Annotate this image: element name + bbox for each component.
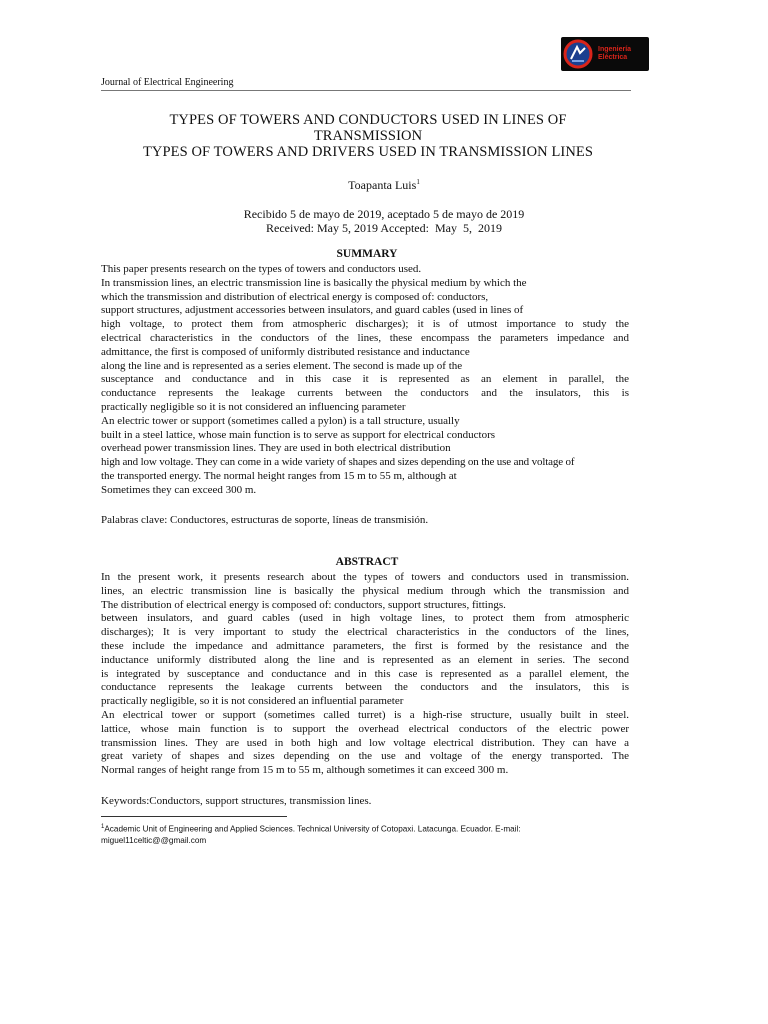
summary-line: high voltage, to protect them from atmospheric discharges); it is of utmost importance to study the bbox=[101, 318, 629, 331]
title-line: TYPES OF TOWERS AND CONDUCTORS USED IN LINES OF bbox=[169, 112, 567, 128]
abstract-line: these include the impedance and admittance parameters, the first is formed by the resistance and the bbox=[101, 639, 629, 652]
journal-logo bbox=[561, 37, 649, 71]
summary-line: along the line and is represented as a series element. The second is made up of the bbox=[101, 359, 463, 372]
logo-emblem-icon bbox=[561, 37, 595, 71]
footnote-email: miguel11celtic@@gmail.com bbox=[101, 836, 207, 846]
received-line: Received: May 5, 2019 Accepted: May 5, 2019 bbox=[266, 221, 502, 235]
summary-line: high and low voltage. They can come in a wide variety of shapes and sizes depending on the use and voltage of bbox=[101, 456, 575, 469]
received-dates bbox=[0, 207, 768, 235]
palabras-clave: Palabras clave: Conductores, estructuras de soporte, líneas de transmisión. bbox=[101, 514, 429, 526]
summary-line: This paper presents research on the types of towers and conductors used. bbox=[101, 263, 422, 275]
title-line: TRANSMISSION bbox=[313, 128, 423, 144]
footnote-rule bbox=[101, 816, 287, 817]
title-line: TYPES OF TOWERS AND DRIVERS USED IN TRANSMISSION LINES bbox=[142, 144, 594, 160]
abstract-line: conductance represents the leakage currents between the conductors and the insulators, this is bbox=[101, 681, 629, 694]
summary-line: built in a steel lattice, whose main function is to serve as support for electrical conductors bbox=[101, 428, 496, 441]
summary-line: support structures, adjustment accessories between insulators, and guard cables (used in lines of bbox=[101, 304, 524, 317]
summary-line: electrical characteristics in the conductors of the lines, these encompass the parameters impedance and bbox=[101, 331, 629, 344]
header-rule bbox=[101, 90, 631, 91]
author-footnote-mark: 1 bbox=[416, 178, 420, 186]
keywords: Keywords:Conductors, support structures, transmission lines. bbox=[101, 795, 372, 807]
abstract-line: great variety of shapes and sizes depending on the use and voltage of the energy transported. The bbox=[101, 750, 629, 763]
summary-line: which the transmission and distribution of electrical energy is composed of: conductors, bbox=[101, 290, 489, 303]
received-line: Recibido 5 de mayo de 2019, aceptado 5 de mayo de 2019 bbox=[243, 207, 525, 221]
summary-body bbox=[101, 263, 629, 498]
abstract-line: between insulators, and guard cables (used in high voltage lines, to protect them from atmospheric bbox=[101, 612, 629, 625]
summary-line: the transported energy. The normal height ranges from 15 m to 55 m, although at bbox=[101, 469, 457, 482]
abstract-line: transmission lines. They are used in both high and low voltage electrical distribution. They can have a bbox=[101, 736, 629, 749]
summary-heading: SUMMARY bbox=[336, 248, 398, 260]
abstract-heading: ABSTRACT bbox=[335, 556, 399, 568]
author bbox=[0, 178, 768, 193]
abstract-line: In the present work, it presents research about the types of towers and conductors used in transmission. bbox=[101, 571, 629, 583]
summary-line: practically negligible so it is not considered an influencing parameter bbox=[101, 400, 406, 413]
footnote-mark: 1 bbox=[101, 824, 105, 830]
author-name: Toapanta Luis bbox=[348, 178, 417, 192]
summary-line: admittance, the first is composed of uniformly distributed resistance and inductance bbox=[101, 345, 470, 358]
summary-line: Sometimes they can exceed 300 m. bbox=[101, 483, 257, 496]
abstract-body bbox=[101, 571, 629, 778]
abstract-line: The distribution of electrical energy is composed of: conductors, support structures, fittings. bbox=[101, 598, 506, 611]
footnote-text: Academic Unit of Engineering and Applied Sciences. Technical University of Cotopaxi. Latacunga. Ecuador. E-mail: bbox=[104, 824, 521, 834]
abstract-line: practically negligible, so it is not considered an influential parameter bbox=[101, 695, 404, 708]
abstract-line: discharges); It is very important to study the electrical characteristics in the conductors of the lines, bbox=[101, 626, 629, 639]
abstract-line: lattice, whose main function is to support the overhead electrical conductors of the electric power bbox=[101, 722, 629, 735]
summary-line: susceptance and conductance and in this case it is represented as an element in parallel, the bbox=[101, 373, 629, 386]
journal-name: Journal of Electrical Engineering bbox=[101, 77, 234, 88]
paper-title bbox=[100, 112, 636, 160]
summary-line: In transmission lines, an electric transmission line is basically the physical medium by which the bbox=[101, 276, 527, 289]
summary-line: overhead power transmission lines. They are used in both electrical distribution bbox=[101, 442, 451, 455]
summary-line: An electric tower or support (sometimes called a pylon) is a tall structure, usually bbox=[101, 414, 460, 427]
abstract-line: An electrical tower or support (sometimes called turret) is a high-rise structure, usually built in steel. bbox=[101, 708, 629, 721]
logo-text: Ingeniería Eléctrica bbox=[598, 46, 632, 61]
abstract-line: Normal ranges of height range from 15 m to 55 m, although sometimes it can exceed 300 m. bbox=[101, 764, 509, 777]
summary-line: conductance represents the leakage currents between the conductors and the insulators, this is bbox=[101, 387, 629, 400]
abstract-line: inductance uniformly distributed along the line and is represented as an element in series. The second bbox=[101, 653, 629, 666]
abstract-line: is integrated by susceptance and conductance and in this case is represented as a parallel element, the bbox=[101, 667, 629, 680]
abstract-line: lines, an electric transmission line is basically the physical medium through which the transmission and bbox=[101, 584, 629, 597]
footnote bbox=[101, 822, 631, 847]
